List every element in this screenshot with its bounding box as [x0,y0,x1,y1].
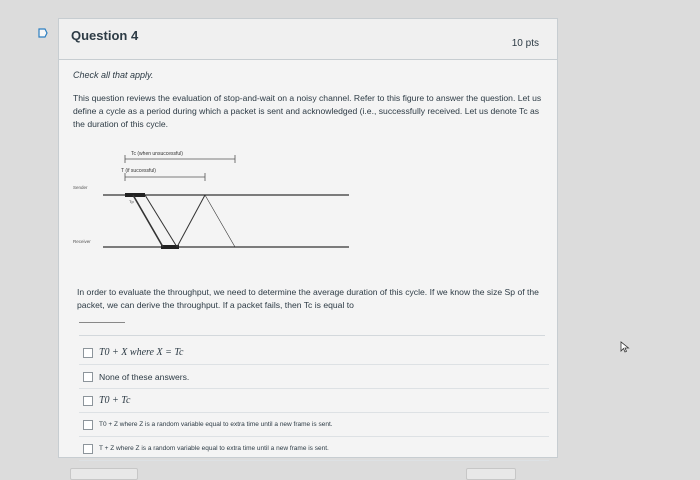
previous-button-stub[interactable] [70,468,138,480]
option-3[interactable] [79,389,549,413]
checkbox[interactable] [83,348,93,358]
sender-label: Sender [73,185,88,190]
tp-label: Tp [129,199,134,204]
receiver-label: Receiver [73,239,91,244]
answer-blank [79,322,125,323]
t-successful-label: T (if successful) [121,168,156,174]
option-4[interactable] [79,413,549,437]
option-label: T0 + X where X = Tc [99,347,184,358]
ack-line-right [205,195,235,247]
option-label: T0 + Tc [99,395,131,406]
option-label: T0 + Z where Z is a random variable equal to extra time until a new frame is sent. [99,421,333,428]
flag-icon[interactable] [38,28,48,38]
option-label: T + Z where Z is a random variable equal to extra time until a new frame is sent. [99,445,329,452]
frame-line [133,195,163,247]
instruction-text: Check all that apply. [73,70,154,80]
question-paragraph: This question reviews the evaluation of stop-and-wait on a noisy channel. Refer to this figure to answer the question. Let us define a cycle as a period during which a packet is sent and acknowledged (i.e., successfully received. Let us denote Tc as the duration of this cycle. [73,93,542,129]
stop-and-wait-diagram [73,147,373,287]
option-label: None of these answers. [99,371,190,382]
cursor-icon [620,341,630,353]
question-paragraph-2: In order to evaluate the throughput, we need to determine the average duration of this cycle. If we know the size Sp of the packet, we can derive the throughput. If a packet fails, then Tc is equal to [77,287,539,310]
checkbox[interactable] [83,372,93,382]
answer-options [79,341,549,461]
option-1[interactable] [79,341,549,365]
tc-unsuccessful-label: Tc (when unsuccessful) [131,151,183,157]
checkbox[interactable] [83,420,93,430]
question-header [59,19,557,60]
checkbox[interactable] [83,444,93,454]
ack-line-left [177,195,205,247]
option-2[interactable] [79,365,549,389]
option-5[interactable] [79,437,549,461]
next-button-stub[interactable] [466,468,516,480]
question-card [58,18,558,458]
question-title: Question 4 [71,28,139,43]
question-points: 10 pts [511,38,539,49]
checkbox[interactable] [83,396,93,406]
tp-segment [125,193,145,197]
question-body [73,70,543,131]
separator [79,335,545,336]
frame-line-2 [145,195,177,247]
